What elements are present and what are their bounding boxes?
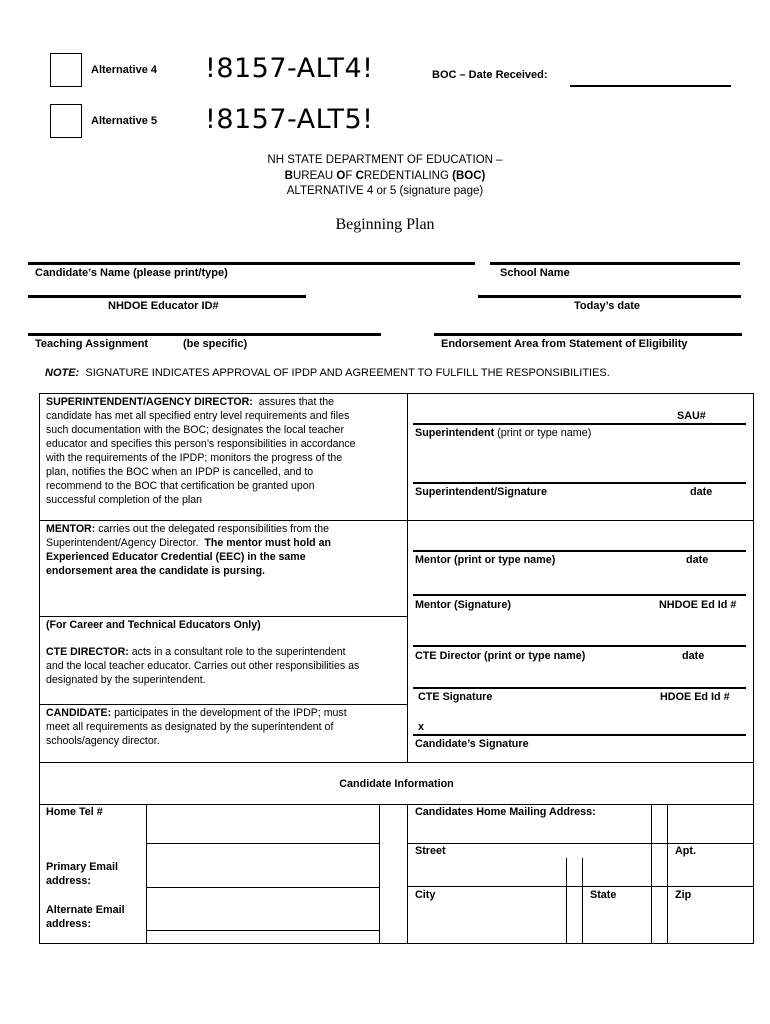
todays-date-label: Today’s date bbox=[574, 300, 641, 312]
candidate-signature-field[interactable] bbox=[413, 734, 746, 736]
department-heading-line2: BUREAU OF CREDENTIALING (BOC) bbox=[284, 170, 486, 182]
alternative-4-code: !8157-ALT4! bbox=[205, 53, 374, 84]
superintendent-signature-label: Superintendent/Signature bbox=[415, 486, 547, 498]
superintendent-name-label: Superintendent (print or type name) bbox=[415, 427, 592, 439]
info-divider bbox=[407, 843, 754, 844]
mentor-description: MENTOR: carries out the delegated responsibilities from the Superintendent/Agency Director. The mentor must hold an Experienced Educator Credential (EEC) in the same endorsement area the candidate is pursing. bbox=[46, 523, 331, 577]
home-tel-input[interactable] bbox=[147, 805, 379, 843]
endorsement-area-field[interactable] bbox=[434, 333, 742, 336]
row-divider bbox=[39, 520, 754, 521]
teaching-assignment-field[interactable] bbox=[28, 333, 381, 336]
superintendent-date-label: date bbox=[690, 486, 713, 498]
candidate-signature-label: Candidate’s Signature bbox=[415, 738, 529, 750]
cte-signature-field[interactable] bbox=[413, 687, 746, 689]
educator-id-label: NHDOE Educator ID# bbox=[108, 300, 219, 312]
cte-ed-id-label: HDOE Ed Id # bbox=[660, 691, 730, 703]
mentor-date-label: date bbox=[686, 554, 709, 566]
todays-date-field[interactable] bbox=[478, 295, 741, 298]
note: NOTE: SIGNATURE INDICATES APPROVAL OF IPDP AND AGREEMENT TO FULFILL THE RESPONSIBILITIES. bbox=[45, 367, 610, 379]
zip-label: Zip bbox=[675, 889, 692, 901]
cte-date-label: date bbox=[682, 650, 705, 662]
alternative-4-label: Alternative 4 bbox=[91, 64, 158, 76]
mentor-name-field[interactable] bbox=[413, 550, 746, 552]
alternative-5-code: !8157-ALT5! bbox=[205, 104, 374, 135]
teaching-assignment-label: Teaching Assignment bbox=[35, 338, 149, 350]
street-input[interactable] bbox=[408, 859, 651, 886]
cte-director-name-label: CTE Director (print or type name) bbox=[415, 650, 586, 662]
educator-id-field[interactable] bbox=[28, 295, 306, 298]
mentor-ed-id-label: NHDOE Ed Id # bbox=[659, 599, 737, 611]
candidate-signature-x: x bbox=[418, 721, 425, 733]
sau-label: SAU# bbox=[677, 410, 706, 422]
school-name-field[interactable] bbox=[490, 262, 740, 265]
boc-date-received-field[interactable] bbox=[570, 85, 731, 87]
row-divider bbox=[39, 762, 754, 763]
boc-date-received-label: BOC – Date Received: bbox=[432, 69, 548, 81]
mentor-signature-label: Mentor (Signature) bbox=[415, 599, 511, 611]
mentor-signature-field[interactable] bbox=[413, 594, 746, 596]
info-divider bbox=[651, 804, 652, 944]
street-label: Street bbox=[415, 845, 446, 857]
endorsement-area-label: Endorsement Area from Statement of Eligibility bbox=[441, 338, 688, 350]
alternative-5-label: Alternative 5 bbox=[91, 115, 158, 127]
cte-heading: (For Career and Technical Educators Only) bbox=[46, 619, 261, 631]
cte-description: CTE DIRECTOR: acts in a consultant role to the superintendent and the local teacher educator. Carries out other responsibilities as designated by the superintendent. bbox=[46, 646, 360, 686]
be-specific-label: (be specific) bbox=[183, 338, 248, 350]
state-input[interactable] bbox=[583, 903, 651, 943]
info-divider bbox=[146, 930, 379, 931]
home-tel-label: Home Tel # bbox=[46, 806, 103, 818]
city-label: City bbox=[415, 889, 436, 901]
mentor-name-label: Mentor (print or type name) bbox=[415, 554, 556, 566]
cte-director-name-field[interactable] bbox=[413, 645, 746, 647]
zip-input[interactable] bbox=[668, 903, 753, 943]
info-divider bbox=[407, 886, 754, 887]
alternate-email-input[interactable] bbox=[147, 888, 379, 930]
row-divider bbox=[39, 704, 407, 705]
candidate-name-field[interactable] bbox=[28, 262, 475, 265]
info-divider bbox=[379, 804, 380, 944]
row-divider bbox=[39, 616, 407, 617]
plan-title: Beginning Plan bbox=[335, 216, 435, 233]
apt-input[interactable] bbox=[668, 859, 753, 886]
candidate-information-title: Candidate Information bbox=[339, 778, 454, 790]
superintendent-name-field[interactable] bbox=[413, 423, 746, 425]
mailing-address-label: Candidates Home Mailing Address: bbox=[415, 806, 596, 818]
superintendent-description: SUPERINTENDENT/AGENCY DIRECTOR: assures that the candidate has met all specified entry level requirements and files such documentation with the BOC; designates the local teacher educator and specifies this person’s responsibilities in accordance with the requirements of the IPDP; monitors the progress of the plan, notifies the BOC when an IPDP is cancelled, and to recommend to the BOC that certification be granted upon successful completion of the plan bbox=[46, 396, 356, 506]
superintendent-signature-field[interactable] bbox=[413, 482, 746, 484]
apt-label: Apt. bbox=[675, 845, 696, 857]
city-input[interactable] bbox=[408, 903, 566, 943]
primary-email-input[interactable] bbox=[147, 844, 379, 887]
primary-email-label: Primary Email address: bbox=[46, 861, 119, 887]
department-heading-line1: NH STATE DEPARTMENT OF EDUCATION – bbox=[267, 154, 503, 166]
state-label: State bbox=[590, 889, 617, 901]
department-heading-line3: ALTERNATIVE 4 or 5 (signature page) bbox=[286, 185, 484, 197]
table-column-divider bbox=[407, 393, 408, 762]
candidate-description: CANDIDATE: participates in the development of the IPDP; must meet all requirements as designated by the superintendent of schools/agency director. bbox=[46, 707, 347, 747]
alternate-email-label: Alternate Email address: bbox=[46, 904, 125, 930]
candidate-name-label: Candidate’s Name (please print/type) bbox=[35, 267, 228, 279]
alternative-5-checkbox[interactable] bbox=[50, 104, 82, 138]
school-name-label: School Name bbox=[500, 267, 570, 279]
cte-signature-label: CTE Signature bbox=[418, 691, 493, 703]
alternative-4-checkbox[interactable] bbox=[50, 53, 82, 87]
